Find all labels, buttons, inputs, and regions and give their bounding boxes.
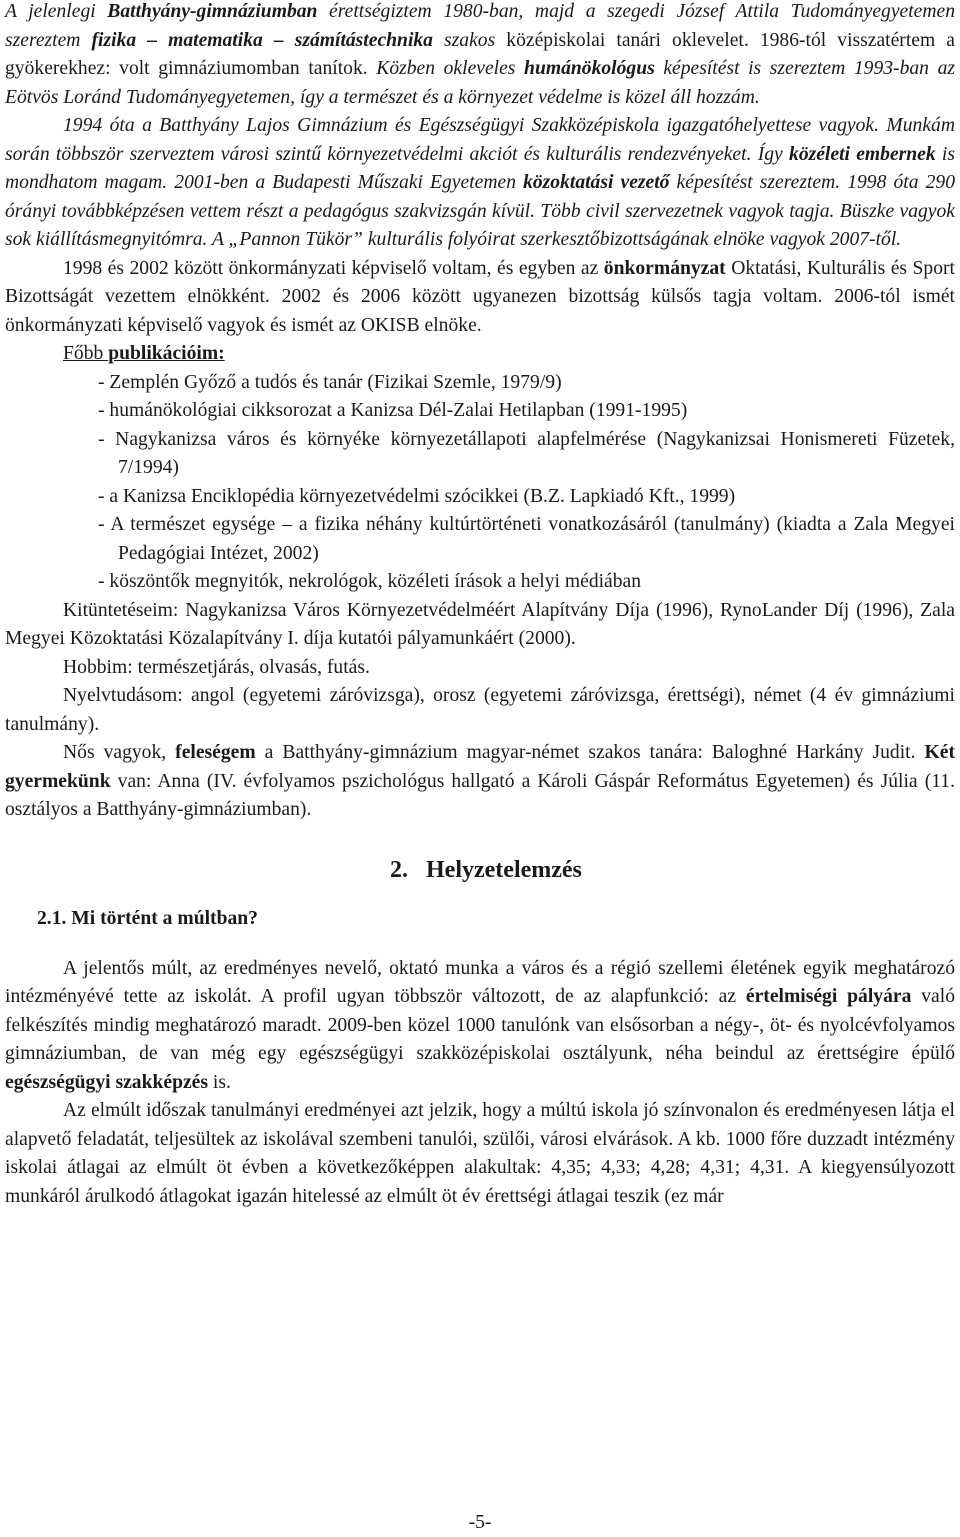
italic-text: 1994 óta a Batthyány Lajos Gimnázium és Egészségügyi Szakközépiskola igazgatóhelyettese vagyok. Munkám során többször szerveztem városi szintű környezetvédelmi akciót és kulturális rendezvényeket. Így — [5, 115, 955, 165]
bold-text: egészségügyi szakképzés — [5, 1071, 208, 1093]
text-run: 1998 és 2002 között önkormányzati képviselő voltam, és egyben az — [63, 257, 604, 279]
publications-heading-bold: publikációim: — [108, 343, 225, 364]
text-run: is. — [208, 1071, 231, 1093]
bold-italic-text: fizika – matematika – számítástechnika — [91, 29, 433, 51]
intro-paragraph-1 — [5, 0, 955, 112]
section-2-1-paragraph-1 — [5, 955, 955, 1098]
bold-text: önkormányzat — [603, 257, 726, 279]
italic-text: érettségiztem 1980-ban, majd a szegedi József Attila Tudományegyetemen szereztem — [5, 1, 955, 51]
publications-heading — [5, 340, 955, 369]
document-page — [5, 0, 955, 1211]
bold-italic-text: humánökológus — [524, 58, 655, 79]
italic-text: Közben okleveles — [376, 58, 525, 79]
intro-paragraph-3 — [5, 255, 955, 341]
bold-italic-text: Batthyány-gimnáziumban — [107, 1, 318, 22]
publication-item: - Nagykanizsa város és környéke környezetállapoti alapfelmérése (Nagykanizsai Honismereti Füzetek, 7/1994) — [98, 428, 955, 478]
italic-text: szakos — [432, 29, 507, 51]
publication-item: - A természet egysége – a fizika néhány kultúrtörténeti vonatkozásáról (tanulmány) (kiadta a Zala Megyei Pedagógiai Intézet, 2002) — [98, 514, 955, 564]
bold-text: Két gyermekünk — [5, 742, 955, 792]
hobbies-paragraph: Hobbim: természetjárás, olvasás, futás. — [63, 656, 370, 678]
bold-italic-text: közéleti embernek — [789, 143, 936, 165]
awards-paragraph: Kitüntetéseim: Nagykanizsa Város Környezetvédelméért Alapítvány Díja (1996), RynoLander Díj (1996), Zala Megyei Közoktatási Közalapítvány I. díja kutatói pályamunkáért (2000). — [5, 599, 955, 649]
bold-text: értelmiségi pályára — [745, 986, 912, 1007]
bold-text: feleségem — [175, 742, 256, 763]
italic-text: is mondhatom magam. 2001-ben a Budapesti Műszaki Egyetemen — [5, 143, 955, 193]
publication-item: - humánökológiai cikksorozat a Kanizsa Dél-Zalai Hetilapban (1991-1995) — [98, 400, 688, 421]
section-2-heading: 2. Helyzetelemzés — [390, 856, 582, 883]
bold-italic-text: közoktatási vezető — [523, 172, 670, 193]
publication-item: - köszöntők megnyitók, nekrológok, közéleti írások a helyi médiában — [98, 571, 642, 592]
text-run: Nős vagyok, — [63, 742, 176, 763]
page-number: -5- — [468, 1512, 492, 1533]
subsection-spacer — [5, 933, 955, 955]
text-run: van: Anna (IV. évfolyamos pszichológus hallgató a Károli Gáspár Református Egyetemen) és Júlia (11. osztályos a Batthyány-gimnáziumban). — [5, 770, 955, 820]
italic-text: képesítést is szereztem 1993-ban az Eötvös Loránd Tudományegyetemen, így a természet és a környezet védelme is közel áll hozzám. — [5, 58, 955, 108]
text-run: a Batthyány-gimnázium magyar-német szakos tanára: Baloghné Harkány Judit. — [255, 742, 925, 763]
publication-item: - Zemplén Győző a tudós és tanár (Fizikai Szemle, 1979/9) — [98, 371, 562, 393]
text-run: középiskolai tanári oklevelet. 1986-tól visszatértem a gyökerekhez: volt gimnáziumomban tanítok. — [5, 29, 955, 79]
text-run: Oktatási, Kulturális és Sport Bizottságát vezettem elnökként. 2002 és 2006 között ugyanezen bizottság külsős tagja voltam. 2006-tól ismét önkormányzati képviselő vagyok és ismét az OKISB elnöke. — [5, 257, 955, 336]
text-run: A jelentős múlt, az eredményes nevelő, oktató munka a város és a régió szellemi életének egyik meghatározó intézményévé tette az iskolát. A profil ugyan többször változott, de az alapfunkció: az — [5, 957, 955, 1007]
publications-list — [5, 369, 955, 597]
italic-text: A jelenlegi — [5, 1, 108, 22]
publication-item: - a Kanizsa Enciklopédia környezetvédelmi szócikkei (B.Z. Lapkiadó Kft., 1999) — [98, 485, 736, 507]
section-spacer — [5, 825, 955, 853]
intro-paragraph-2 — [5, 112, 955, 255]
section-2-1-heading: 2.1. Mi történt a múltban? — [37, 907, 258, 929]
family-paragraph — [5, 739, 955, 825]
languages-paragraph: Nyelvtudásom: angol (egyetemi záróvizsga), orosz (egyetemi záróvizsga, érettségi), német (4 év gimnáziumi tanulmány). — [5, 685, 955, 735]
publications-heading-plain: Főbb — [63, 343, 109, 364]
text-run: való felkészítés mindig meghatározó maradt. 2009-ben közel 1000 tanulónk van elsősorban a négy-, öt- és nyolcévfolyamos gimnáziumban, de van még egy egészségügyi szakközépiskolai osztályunk, néha beindul az érettségire épülő — [5, 986, 955, 1064]
italic-text: képesítést szereztem. 1998 óta 290 órányi továbbképzésen vettem részt a pedagógus szakvizsgán kívül. Több civil szervezetnek vagyok tagja. Büszke vagyok sok kiállításmegnyitómra. A „Pannon Tükör” kulturális folyóirat szerkesztőbizottságának elnöke vagyok 2007-től. — [5, 172, 955, 250]
section-2-1-paragraph-2: Az elmúlt időszak tanulmányi eredményei azt jelzik, hogy a múltú iskola jó színvonalon és eredményesen látja el alapvető feladatát, teljesültek az iskolával szembeni tanulói, szülői, városi elvárások. A kb. 1000 főre duzzadt intézmény iskolai átlagai az elmúlt öt évben a következőképpen alakultak: 4,35; 4,33; 4,28; 4,31; 4,31. A kiegyensúlyozott munkáról árulkodó átlagokat igazán hitelessé az elmúlt öt év érettségi átlagai teszik (ez már — [5, 1100, 955, 1207]
